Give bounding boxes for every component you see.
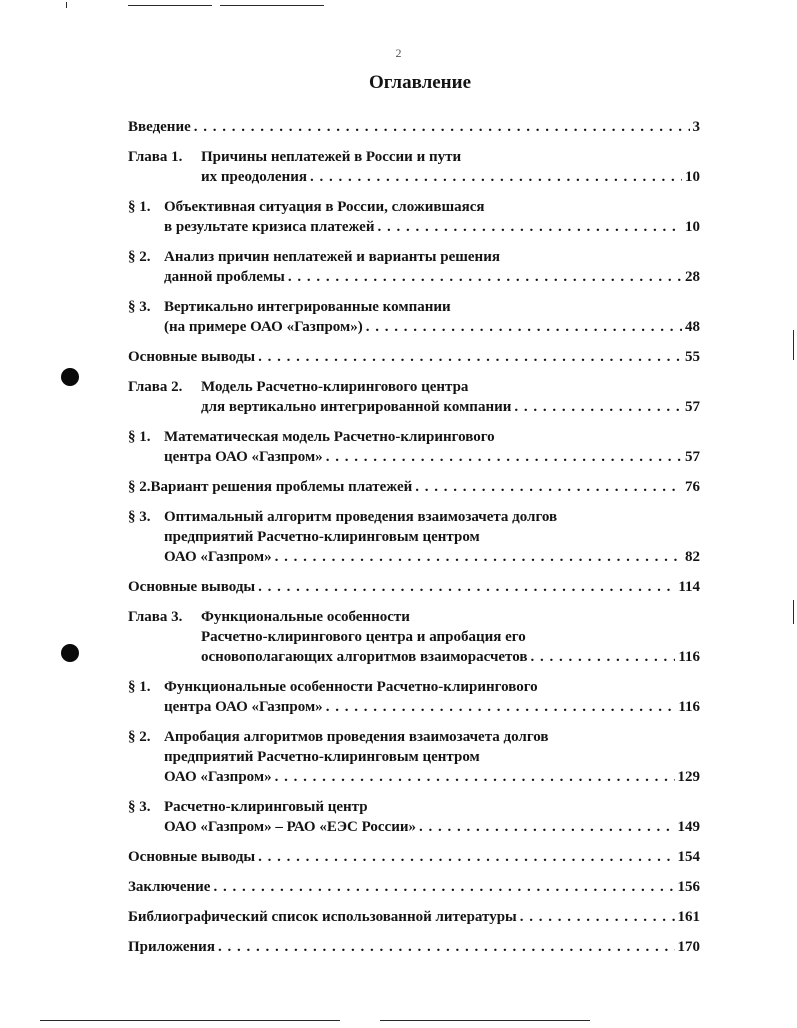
toc-entry-title: ОАО «Газпром» xyxy=(164,769,272,785)
toc-entry-title: Функциональные особенности Расчетно-клирингового xyxy=(164,679,538,695)
binder-hole-bottom xyxy=(61,644,79,662)
toc-entry-prefix: § 1. xyxy=(128,199,151,215)
toc-entry-title: (на примере ОАО «Газпром») xyxy=(164,319,363,335)
toc-entry-title: центра ОАО «Газпром» xyxy=(164,449,323,465)
scan-line-top-left xyxy=(128,5,212,6)
toc-entry-prefix: § 3. xyxy=(128,509,151,525)
toc-entry-page: 161 xyxy=(677,909,700,925)
toc-entry-prefix: § 3. xyxy=(128,799,151,815)
toc-entry xyxy=(128,377,700,417)
toc-entry xyxy=(128,907,700,927)
toc-entry xyxy=(128,727,700,787)
toc-entry-title: Функциональные особенности xyxy=(201,609,410,625)
toc-entry-title: Введение xyxy=(128,119,191,135)
toc-entry-title: центра ОАО «Газпром» xyxy=(164,699,323,715)
dot-leader xyxy=(310,167,682,187)
toc-entry-prefix: § 1. xyxy=(128,429,151,445)
scan-line-top-right xyxy=(220,5,324,6)
scan-mark-left xyxy=(66,2,67,8)
toc-entry xyxy=(128,477,700,497)
toc-entry-title: Оптимальный алгоритм проведения взаимозачета долгов xyxy=(164,509,558,525)
toc-entry-page: 48 xyxy=(685,319,700,335)
dot-leader xyxy=(415,477,682,497)
toc-entry-page: 10 xyxy=(685,219,700,235)
toc-entry-title: Апробация алгоритмов проведения взаимозачета долгов xyxy=(164,729,549,745)
toc-entry-page: 170 xyxy=(677,939,700,955)
toc-entry-title: основополагающих алгоритмов взаиморасчетов xyxy=(201,649,528,665)
scan-mark-right-edge xyxy=(793,330,794,360)
toc-entry-title: Библиографический список использованной литературы xyxy=(128,909,517,925)
toc-entry-title: Вертикально интегрированные компании xyxy=(164,299,451,315)
toc-entry-title: Объективная ситуация в России, сложившаяся xyxy=(164,199,485,215)
toc-entry xyxy=(128,347,700,367)
toc-entry xyxy=(128,607,700,667)
toc-entry-title: для вертикально интегрированной компании xyxy=(201,399,512,415)
toc-entry-page: 116 xyxy=(678,649,700,665)
scan-line-bottom xyxy=(40,1020,340,1021)
toc-entry-page: 154 xyxy=(677,849,700,865)
toc-entry-prefix: § 2. xyxy=(128,249,151,265)
toc-entry-prefix: § 1. xyxy=(128,679,151,695)
toc-entry xyxy=(128,117,700,137)
toc-entry-page: 156 xyxy=(677,879,700,895)
toc-entry-title: Вариант решения проблемы платежей xyxy=(150,479,413,495)
toc-entry xyxy=(128,797,700,837)
dot-leader xyxy=(366,317,682,337)
toc-entry-title: Расчетно-клиринговый центр xyxy=(164,799,368,815)
dot-leader xyxy=(419,817,675,837)
toc-entry xyxy=(128,877,700,897)
toc-entry-page: 57 xyxy=(685,399,700,415)
dot-leader xyxy=(326,697,676,717)
toc-entry xyxy=(128,507,700,567)
scan-line-bottom-right xyxy=(380,1020,590,1021)
toc-entry xyxy=(128,577,700,597)
toc-entry-title: Заключение xyxy=(128,879,211,895)
dot-leader xyxy=(213,877,674,897)
dot-leader xyxy=(258,847,674,867)
binder-hole-top xyxy=(61,368,79,386)
dot-leader xyxy=(275,767,675,787)
dot-leader xyxy=(514,397,682,417)
toc-entry-page: 57 xyxy=(685,449,700,465)
toc-entry-page: 10 xyxy=(685,169,700,185)
dot-leader xyxy=(258,577,675,597)
dot-leader xyxy=(326,447,682,467)
toc-entry-prefix: § 3. xyxy=(128,299,151,315)
toc-entry-title: Математическая модель Расчетно-клирингового xyxy=(164,429,495,445)
toc-entry-title: предприятий Расчетно-клиринговым центром xyxy=(164,529,480,545)
toc-entry-prefix: Глава 2. xyxy=(128,379,183,395)
toc-entry-prefix: Глава 3. xyxy=(128,609,183,625)
toc-entry-prefix: § 2. xyxy=(128,479,151,495)
dot-leader xyxy=(194,117,690,137)
toc-entry-page: 129 xyxy=(677,769,700,785)
toc-entry xyxy=(128,677,700,717)
dot-leader xyxy=(377,217,682,237)
toc-entry-page: 55 xyxy=(685,349,700,365)
toc-entry-page: 28 xyxy=(685,269,700,285)
toc-entry-page: 3 xyxy=(692,119,700,135)
toc-entry-title: Основные выводы xyxy=(128,849,256,865)
toc-entry-title: Приложения xyxy=(128,939,215,955)
toc-entry-title: предприятий Расчетно-клиринговым центром xyxy=(164,749,480,765)
toc-entry-title: Анализ причин неплатежей и варианты решения xyxy=(164,249,500,265)
dot-leader xyxy=(288,267,682,287)
toc-entry xyxy=(128,847,700,867)
toc-entry-title: Основные выводы xyxy=(128,579,256,595)
toc-entry xyxy=(128,297,700,337)
toc-entry-title: ОАО «Газпром» – РАО «ЕЭС России» xyxy=(164,819,416,835)
toc-entry xyxy=(128,427,700,467)
toc-entry-title: данной проблемы xyxy=(164,269,285,285)
toc-entry-page: 114 xyxy=(678,579,700,595)
dot-leader xyxy=(520,907,675,927)
toc-entry-title: Расчетно-клирингового центра и апробация его xyxy=(201,629,526,645)
table-of-contents xyxy=(128,117,700,957)
dot-leader xyxy=(530,647,675,667)
toc-entry-title: Модель Расчетно-клирингового центра xyxy=(201,379,469,395)
dot-leader xyxy=(275,547,682,567)
scan-mark-right-edge-2 xyxy=(793,600,794,624)
toc-entry-page: 82 xyxy=(685,549,700,565)
toc-entry-page: 149 xyxy=(677,819,700,835)
toc-entry-title: Причины неплатежей в России и пути xyxy=(201,149,462,165)
toc-entry-page: 76 xyxy=(685,479,700,495)
toc-entry-title: их преодоления xyxy=(201,169,307,185)
toc-entry-prefix: § 2. xyxy=(128,729,151,745)
toc-entry xyxy=(128,197,700,237)
page-title: Оглавление xyxy=(368,72,472,93)
toc-entry-prefix: Глава 1. xyxy=(128,149,183,165)
page-number: 2 xyxy=(395,46,402,60)
toc-entry xyxy=(128,247,700,287)
dot-leader xyxy=(218,937,675,957)
toc-entry-title: в результате кризиса платежей xyxy=(164,219,375,235)
dot-leader xyxy=(258,347,682,367)
toc-entry xyxy=(128,147,700,187)
toc-entry-title: ОАО «Газпром» xyxy=(164,549,272,565)
toc-entry xyxy=(128,937,700,957)
toc-entry-title: Основные выводы xyxy=(128,349,256,365)
toc-entry-page: 116 xyxy=(678,699,700,715)
